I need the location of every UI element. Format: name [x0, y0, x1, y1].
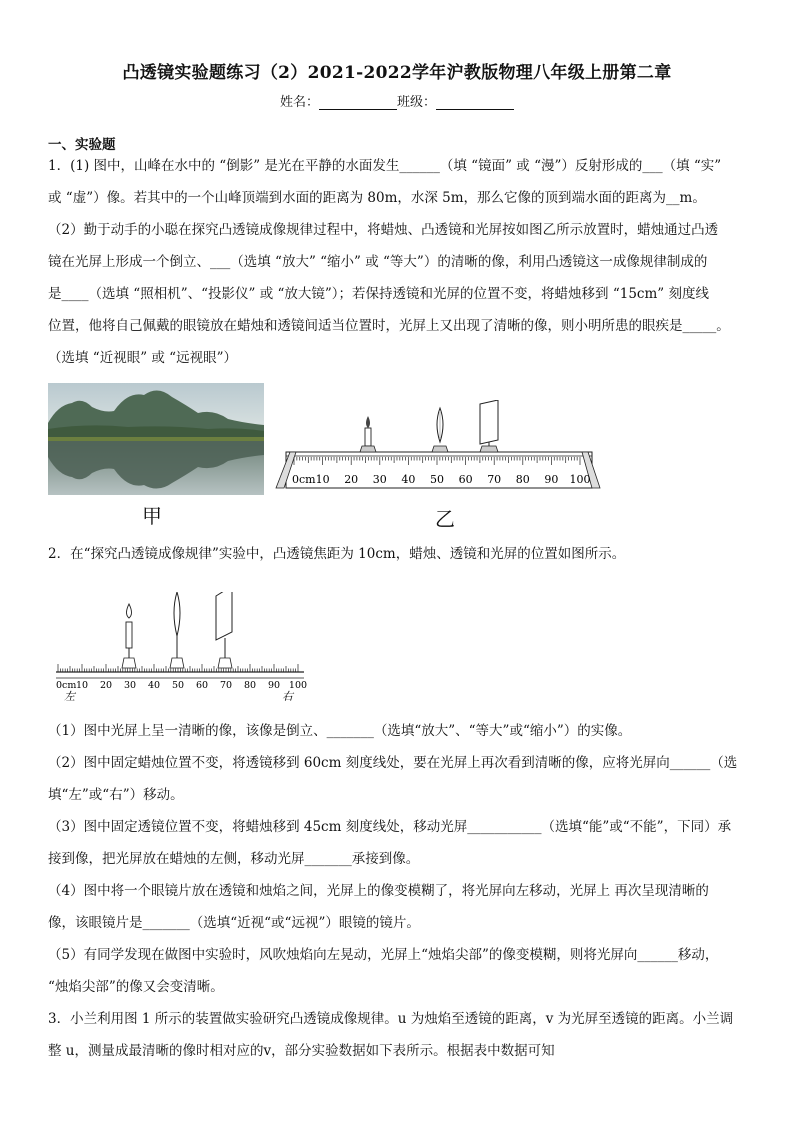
- ruler-label: 0cm: [56, 680, 77, 691]
- ruler-label: 80: [243, 680, 257, 691]
- ruler-label: 10: [75, 680, 89, 691]
- light-screen-icon: [216, 592, 232, 668]
- ruler-label: 0cm: [292, 473, 316, 486]
- q2-line: （3）图中固定透镜位置不变，将蜡烛移到 45cm 刻度线处，移动光屏___________（选填“能”或“不能”，下同）承: [48, 819, 732, 835]
- q3-line: 3．小兰利用图 1 所示的装置做实验研究凸透镜成像规律。u 为烛焰至透镜的距离，v 为光屏至透镜的距离。小兰调: [48, 1011, 734, 1027]
- q1-line: 镜在光屏上形成一个倒立、___（选填 “放大” “缩小” 或 “等大”）的清晰的像，利用凸透镜这一成像规律制成的: [48, 254, 708, 270]
- ruler-label: 60: [195, 680, 209, 691]
- ruler-label: 30: [372, 473, 387, 486]
- ruler-label: 70: [219, 680, 233, 691]
- ruler-label: 60: [458, 473, 473, 486]
- page-title: 凸透镜实验题练习（2）2021-2022学年沪教版物理八年级上册第二章: [122, 63, 672, 83]
- ruler-label: 100: [569, 473, 591, 486]
- convex-lens-icon: [432, 408, 448, 452]
- ruler-label: 20: [344, 473, 359, 486]
- ruler-label: 70: [487, 473, 502, 486]
- q1-line: （选填 “近视眼” 或 “远视眼”）: [48, 350, 237, 366]
- student-info: [0, 91, 794, 110]
- figure-caption-right: 乙: [435, 507, 455, 531]
- q2-line: 填“左”或“右”）移动。: [48, 787, 184, 803]
- q2-line: （2）图中固定蜡烛位置不变，将透镜移到 60cm 刻度线处，要在光屏上再次看到清晰的像，应将光屏向______（选: [48, 755, 738, 771]
- ruler-label: 40: [147, 680, 161, 691]
- q2-line: 2．在“探究凸透镜成像规律”实验中，凸透镜焦距为 10cm，蜡烛、透镜和光屏的位置如图所示。: [48, 546, 626, 562]
- ruler-label: 100: [288, 680, 308, 691]
- candle-icon: [122, 604, 136, 668]
- section-heading: 一、实验题: [48, 137, 116, 153]
- candle-icon: [360, 416, 376, 452]
- ruler-label: 50: [430, 473, 444, 486]
- optical-bench-figure-b: [272, 400, 604, 496]
- ruler-label: 90: [544, 473, 559, 486]
- q3-line: 整 u，测量成最清晰的像时相对应的v，部分实验数据如下表所示。根据表中数据可知: [48, 1043, 555, 1059]
- figure-caption-left: 甲: [142, 504, 162, 528]
- q2-line: （4）图中将一个眼镜片放在透镜和烛焰之间，光屏上的像变模糊了，将光屏向左移动，光屏上 再次呈现清晰的: [48, 883, 709, 899]
- ruler-label: 80: [515, 473, 530, 486]
- q2-line: （5）有同学发现在做图中实验时，风吹烛焰向左晃动，光屏上“烛焰尖部”的像变模糊，则将光屏向______移动，: [48, 947, 719, 963]
- mountain-reflection-photo: [48, 383, 264, 495]
- q1-line: 或 “虚”）像。若其中的一个山峰顶端到水面的距离为 80m，水深 5m，那么它像的顶到端水面的距离为__m。: [48, 190, 706, 206]
- q1-line: 是____（选填 “照相机”、“投影仪” 或 “放大镜”）；若保持透镜和光屏的位置不变，将蜡烛移到 “15cm” 刻度线: [48, 286, 709, 302]
- class-label: 班级：: [397, 95, 437, 110]
- ruler-labels: [56, 680, 307, 691]
- q2-line: 像，该眼镜片是_______（选填“近视“或“远视”）眼镜的镜片。: [48, 915, 420, 931]
- ruler-label: 10: [315, 473, 330, 486]
- convex-lens-icon: [170, 592, 184, 668]
- light-screen-icon: [480, 400, 498, 452]
- optical-bench-figure-q2: [52, 592, 312, 704]
- ruler-label: 20: [99, 680, 113, 691]
- q2-line: （1）图中光屏上呈一清晰的像，该像是倒立、_______（选填“放大”、“等大”或“缩小”）的实像。: [48, 723, 632, 739]
- q2-line: 接到像，把光屏放在蜡烛的左侧，移动光屏_______承接到像。: [48, 851, 420, 867]
- q2-line: “烛焰尖部”的像又会变清晰。: [48, 979, 224, 995]
- class-blank[interactable]: [436, 95, 514, 110]
- ruler-label: 30: [123, 680, 137, 691]
- q1-line: （2）勤于动手的小聪在探究凸透镜成像规律过程中，将蜡烛、凸透镜和光屏按如图乙所示放置时，蜡烛通过凸透: [48, 222, 719, 238]
- name-label: 姓名：: [279, 95, 319, 110]
- ruler-label: 90: [267, 680, 281, 691]
- name-blank[interactable]: [319, 95, 397, 110]
- q1-line: 位置，他将自己佩戴的眼镜放在蜡烛和透镜间适当位置时，光屏上又出现了清晰的像，则小明所患的眼疾是_____。: [48, 318, 730, 334]
- right-label: 右: [282, 690, 293, 703]
- ruler-label: 50: [171, 680, 185, 691]
- left-label: 左: [64, 690, 75, 703]
- q1-line: 1．(1) 图中，山峰在水中的 “倒影” 是光在平静的水面发生______（填 “镜面” 或 “漫”）反射形成的___（填 “实”: [48, 158, 722, 174]
- ruler-label: 40: [401, 473, 416, 486]
